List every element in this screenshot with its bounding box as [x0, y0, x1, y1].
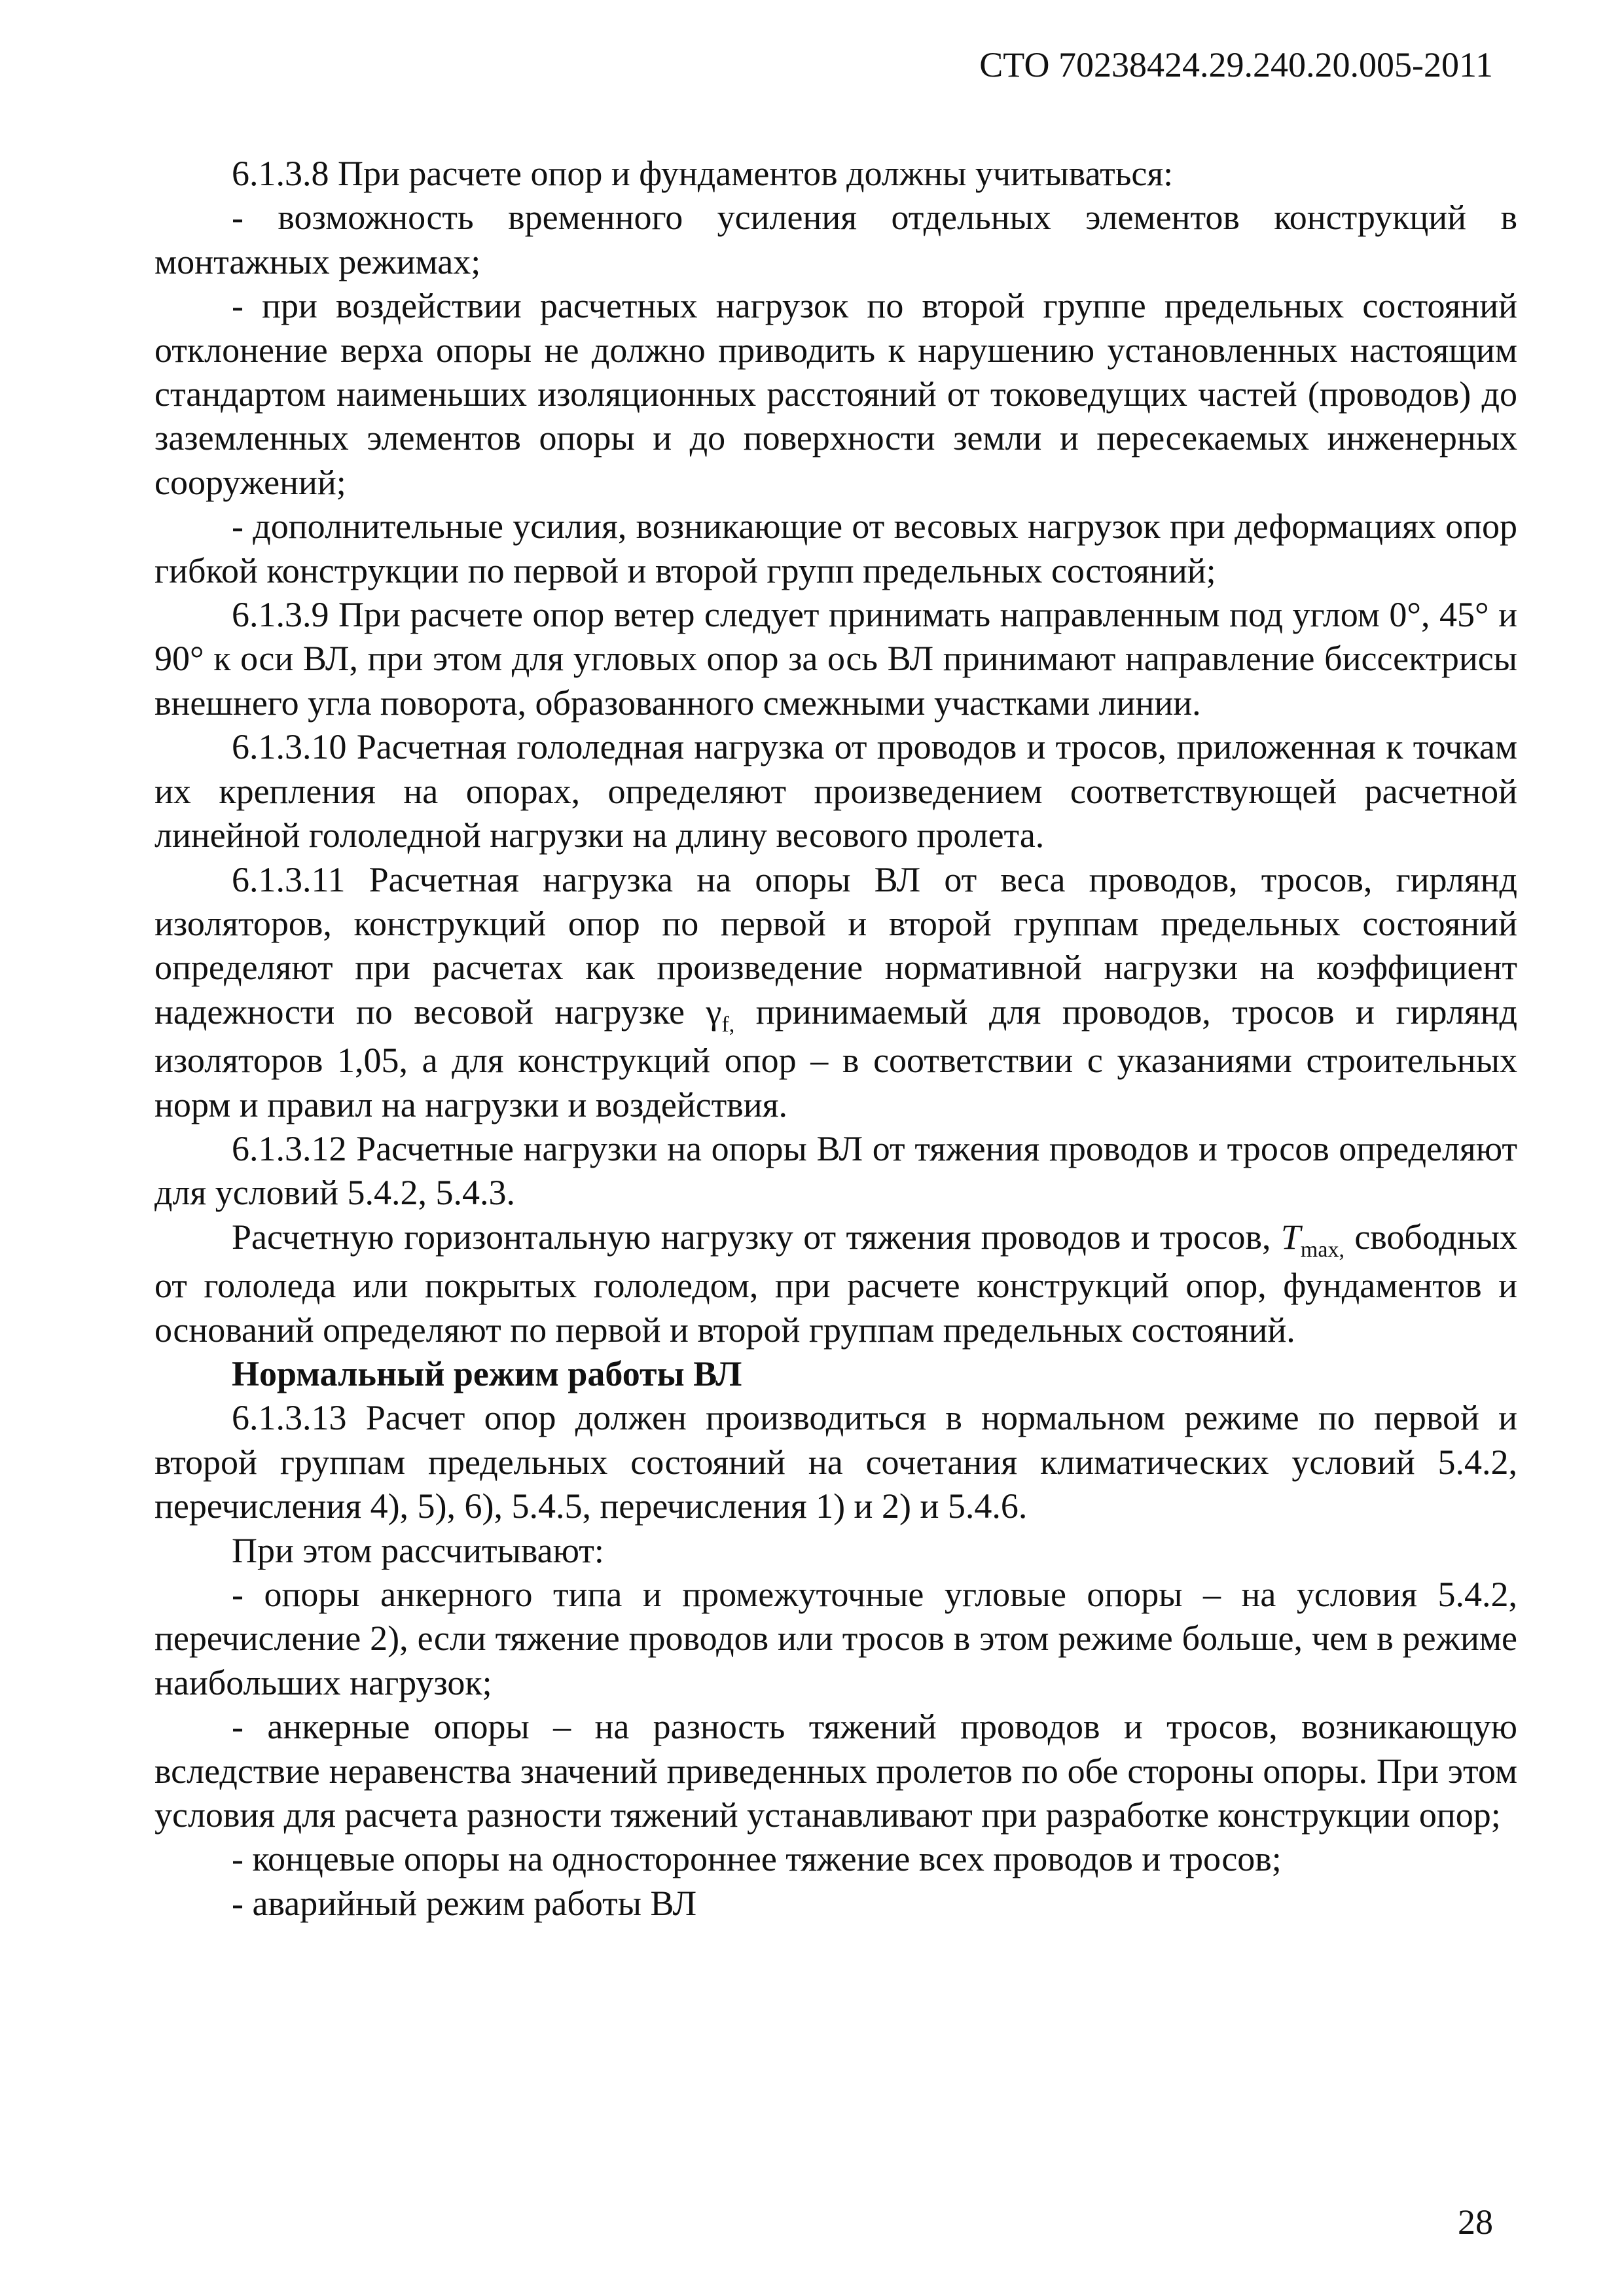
- list-item-anchor-supports: - анкерные опоры – на разность тяжений проводов и тросов, возникающую вследствие неравенства значений приведенных пролетов по обе стороны опоры. При этом условия для расчета разности тяжений устанавливают при разработке конструкции опор;: [154, 1707, 1517, 1835]
- page-number: 28: [1458, 2202, 1493, 2242]
- t-max-symbol: T: [1280, 1217, 1301, 1257]
- list-item-anchor-type-supports: - опоры анкерного типа и промежуточные угловые опоры – на условия 5.4.2, перечисление 2), если тяжение проводов или тросов в этом режиме больше, чем в режиме наибольших нагрузок;: [154, 1575, 1517, 1702]
- list-item-emergency-mode: - аварийный режим работы ВЛ: [232, 1883, 697, 1923]
- list-item-end-supports: - концевые опоры на одностороннее тяжение всех проводов и тросов;: [232, 1839, 1282, 1879]
- gamma-symbol: γ: [706, 992, 722, 1031]
- clause-6-1-3-8: 6.1.3.8 При расчете опор и фундаментов должны учитываться:: [232, 154, 1174, 193]
- clause-6-1-3-11-text-end: принимаемый для проводов, тросов и гирлянд изоляторов 1,05, а для конструкций опор – в соответствии с указаниями строительных норм и правил на нагрузки и воздействия.: [154, 992, 1517, 1124]
- list-item-deflection: - при воздействии расчетных нагрузок по второй группе предельных состояний отклонение верха опоры не должно приводить к нарушению установленных настоящим стандартом наименьших изоляционных расстояний от токоведущих частей (проводов) до заземленных элементов опоры и до поверхности земли и пересекаемых инженерных сооружений;: [154, 286, 1517, 502]
- clause-6-1-3-12: 6.1.3.12 Расчетные нагрузки на опоры ВЛ от тяжения проводов и тросов определяют для условий 5.4.2, 5.4.3.: [154, 1128, 1517, 1213]
- horizontal-load-text-end: свободных от гололеда или покрытых гололедом, при расчете конструкций опор, фундаментов и оснований определяют по первой и второй группам предельных состояний.: [154, 1217, 1518, 1350]
- clause-6-1-3-13: 6.1.3.13 Расчет опор должен производиться в нормальном режиме по первой и второй группам предельных состояний на сочетания климатических условий 5.4.2, перечисления 4), 5), 6), 5.4.5, перечисления 1) и 2) и 5.4.6.: [154, 1398, 1517, 1526]
- clause-6-1-3-11: [154, 858, 1517, 1127]
- gamma-subscript: f,: [721, 1012, 735, 1037]
- document-code-header: СТО 70238424.29.240.20.005-2011: [979, 45, 1493, 84]
- document-body: [154, 152, 1517, 1926]
- clause-6-1-3-10: 6.1.3.10 Расчетная гололедная нагрузка от проводов и тросов, приложенная к точкам их крепления на опорах, определяют произведением соответствующей расчетной линейной гололедной нагрузки на длину весового пролета.: [154, 727, 1517, 855]
- list-item-additional-forces: - дополнительные усилия, возникающие от весовых нагрузок при деформациях опор гибкой конструкции по первой и второй групп предельных состояний;: [154, 507, 1517, 590]
- list-item-temporary-reinforcement: - возможность временного усиления отдельных элементов конструкций в монтажных режимах;: [154, 198, 1517, 281]
- horizontal-load-text-start: Расчетную горизонтальную нагрузку от тяжения проводов и тросов,: [232, 1217, 1281, 1257]
- t-max-subscript: max,: [1300, 1237, 1344, 1262]
- horizontal-load-paragraph: [154, 1215, 1517, 1352]
- clause-6-1-3-11-text-start: 6.1.3.11 Расчетная нагрузка на опоры ВЛ от веса проводов, тросов, гирлянд изоляторов, конструкций опор по первой и второй группам предельных состояний определяют при расчетах как произведение нормативной нагрузки на коэффициент надежности по весовой нагрузке: [154, 859, 1517, 1031]
- section-heading-normal-mode: Нормальный режим работы ВЛ: [232, 1354, 742, 1393]
- clause-6-1-3-9: 6.1.3.9 При расчете опор ветер следует принимать направленным под углом 0°, 45° и 90° к оси ВЛ, при этом для угловых опор за ось ВЛ принимают направление биссектрисы внешнего угла поворота, образованного смежными участками линии.: [154, 595, 1517, 723]
- calculation-intro: При этом рассчитывают:: [232, 1530, 604, 1570]
